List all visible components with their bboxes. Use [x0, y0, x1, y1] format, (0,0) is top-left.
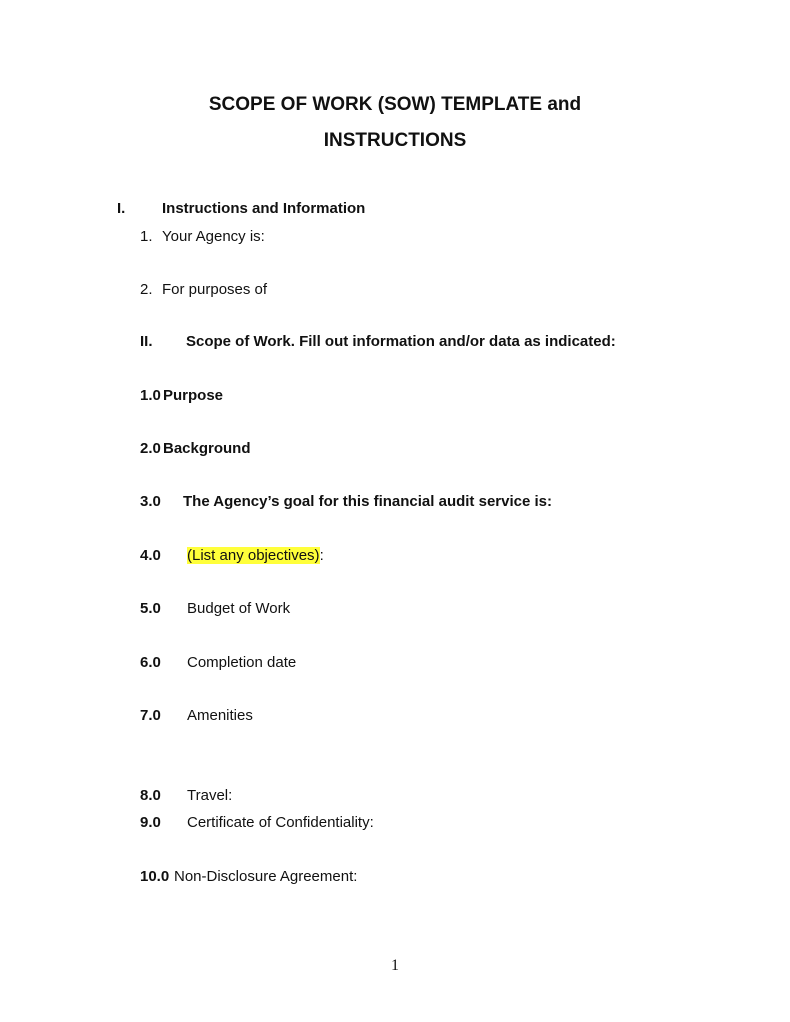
item-number: 1.0 [140, 387, 161, 404]
item-background: Background [163, 440, 251, 457]
section-1-number: I. [117, 200, 126, 217]
list-item-text: Your Agency is: [162, 228, 265, 245]
item-number: 8.0 [140, 787, 161, 804]
section-2-heading: Scope of Work. Fill out information and/or data as indicated: [186, 333, 616, 350]
section-1-heading: Instructions and Information [162, 200, 366, 217]
item-number: 7.0 [140, 707, 161, 724]
document-title-line2: INSTRUCTIONS [323, 130, 467, 151]
item-travel: Travel: [187, 787, 233, 804]
item-nda: Non-Disclosure Agreement: [174, 868, 358, 885]
item-objectives [187, 547, 324, 565]
item-objectives-suffix: : [319, 547, 324, 564]
item-number: 4.0 [140, 547, 161, 564]
item-purpose: Purpose [163, 387, 224, 404]
list-item-text: For purposes of [162, 281, 268, 298]
item-number: 2.0 [140, 440, 161, 457]
item-confidentiality: Certificate of Confidentiality: [187, 814, 374, 831]
section-2-number: II. [140, 333, 153, 350]
list-item-number: 1. [140, 228, 153, 245]
item-budget: Budget of Work [187, 600, 291, 617]
page-number: 1 [391, 957, 399, 974]
item-agency-goal: The Agency’s goal for this financial audit service is: [183, 493, 552, 510]
item-number: 6.0 [140, 654, 161, 671]
item-number: 10.0 [140, 868, 170, 885]
item-number: 5.0 [140, 600, 161, 617]
item-completion-date: Completion date [187, 654, 297, 671]
highlighted-text: (List any objectives) [187, 547, 320, 564]
item-number: 9.0 [140, 814, 161, 831]
document-title-line1: SCOPE OF WORK (SOW) TEMPLATE and [208, 94, 582, 115]
item-number: 3.0 [140, 493, 161, 510]
list-item-number: 2. [140, 281, 153, 298]
item-amenities: Amenities [187, 707, 253, 724]
